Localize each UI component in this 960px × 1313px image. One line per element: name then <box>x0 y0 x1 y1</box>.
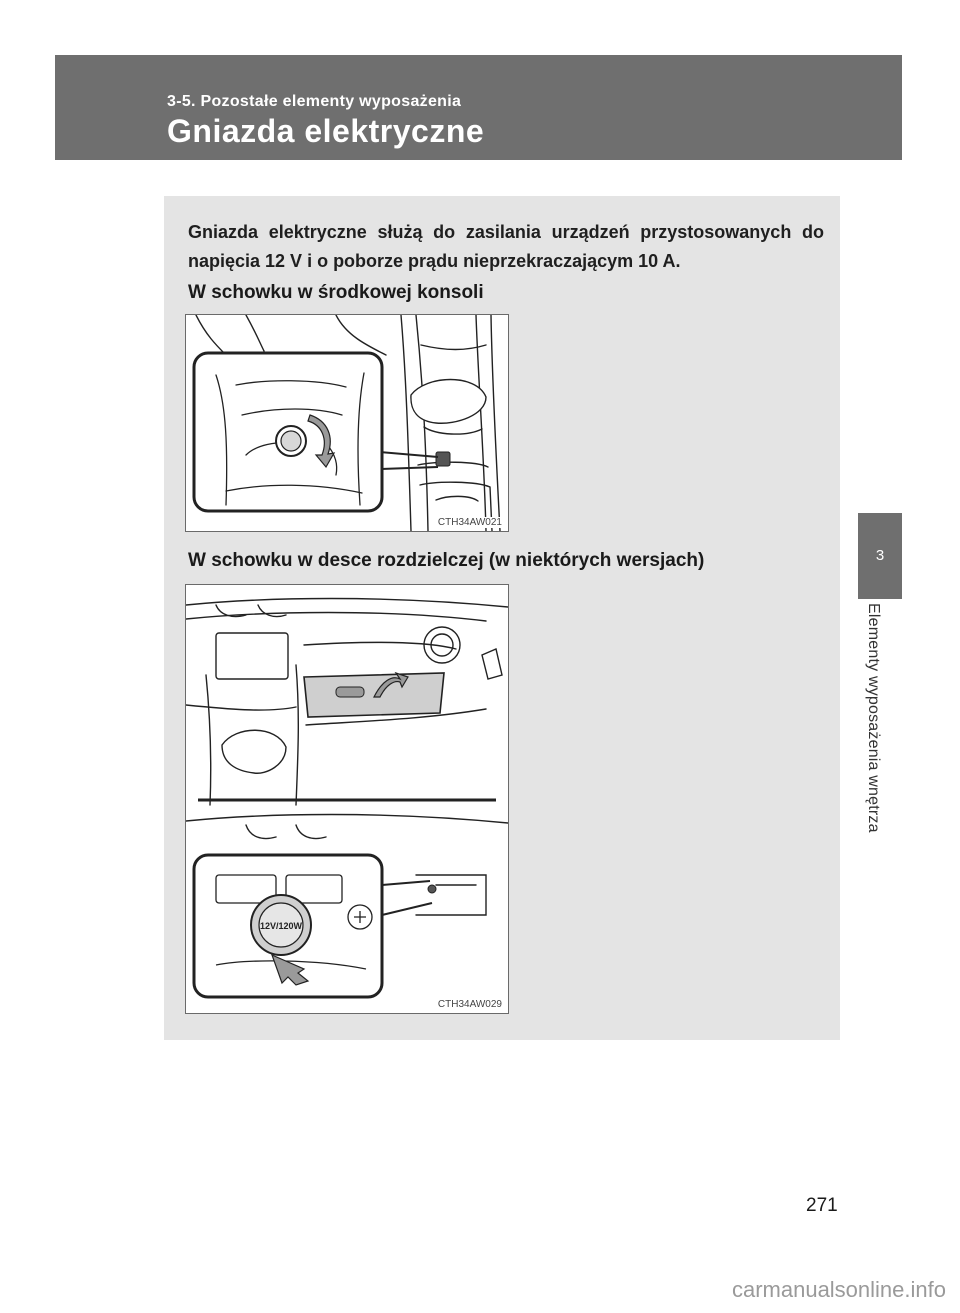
page-header <box>55 55 902 160</box>
page-title: Gniazda elektryczne <box>167 113 485 149</box>
page-number: 271 <box>806 1195 838 1216</box>
section-console-title: W schowku w środkowej konsoli <box>188 282 484 303</box>
socket-rating-label: 12V/120W <box>259 921 303 931</box>
figure-code: CTH34AW029 <box>437 999 502 1010</box>
chapter-number: 3 <box>875 547 885 564</box>
dashboard-illustration <box>186 585 508 1013</box>
section-dashboard-title: W schowku w desce rozdzielczej (w niektórych wersjach) <box>188 550 705 571</box>
watermark: carmanualsonline.info <box>731 1277 946 1302</box>
content-panel <box>164 196 840 1040</box>
console-illustration <box>186 315 508 531</box>
figure-code: CTH34AW021 <box>437 517 502 528</box>
section-breadcrumb: 3-5. Pozostałe elementy wyposażenia <box>167 93 462 110</box>
figure-console-socket <box>185 314 509 532</box>
intro-paragraph: Gniazda elektryczne służą do zasilania urządzeń przystosowanych do napięcia 12 V i o poborze prądu nieprzekraczającym 10 A. <box>188 222 824 271</box>
chapter-tab <box>858 513 902 599</box>
figure-glovebox-socket <box>185 584 509 1014</box>
chapter-label: Elementy wyposażenia wnętrza <box>865 603 882 833</box>
